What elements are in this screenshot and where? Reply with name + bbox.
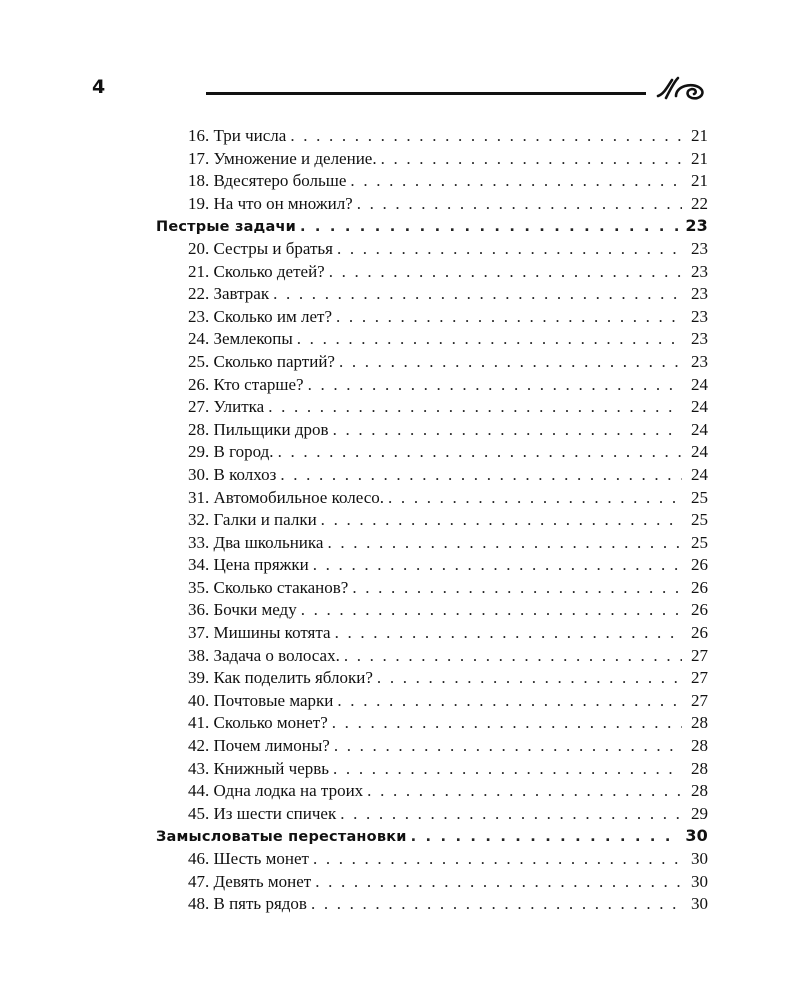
toc-entry xyxy=(156,487,708,510)
toc-entry xyxy=(156,328,708,351)
dot-leader xyxy=(333,419,682,442)
toc-entry-title: 41. Сколько монет? xyxy=(188,713,328,733)
toc-entry-page: 30 xyxy=(691,871,708,891)
toc-entry-page: 24 xyxy=(691,442,708,462)
toc-entry-page: 23 xyxy=(691,284,708,304)
toc-entry xyxy=(156,599,708,622)
dot-leader xyxy=(311,893,682,916)
dot-leader xyxy=(339,351,682,374)
toc-entry-page: 25 xyxy=(691,532,708,552)
toc-entry xyxy=(156,758,708,781)
toc-entry-title: 43. Книжный червь xyxy=(188,758,330,778)
toc-entry-title: Пестрые задачи xyxy=(156,219,296,236)
dot-leader xyxy=(315,871,682,894)
toc-entry xyxy=(156,622,708,645)
dot-leader xyxy=(280,464,682,487)
toc-entry xyxy=(156,803,708,826)
toc-entry xyxy=(156,238,708,261)
toc-entry-page: 28 xyxy=(691,736,708,756)
toc-entry xyxy=(156,532,708,555)
toc-entry-title: 16. Три числа xyxy=(188,126,287,145)
toc-entry-page: 23 xyxy=(685,216,708,236)
toc-section xyxy=(156,825,708,848)
toc-entry xyxy=(156,667,708,690)
dot-leader xyxy=(337,690,682,713)
dot-leader xyxy=(377,667,682,690)
toc-entry-page: 21 xyxy=(691,126,708,145)
toc-entry-page: 25 xyxy=(691,487,708,507)
toc-entry-title: 44. Одна лодка на троих xyxy=(188,781,364,801)
dot-leader xyxy=(308,374,682,397)
toc-entry-title: 28. Пильщики дров xyxy=(188,419,329,439)
toc-entry-page: 27 xyxy=(691,690,708,710)
dot-leader xyxy=(411,826,682,849)
toc-entry-page: 24 xyxy=(691,374,708,394)
toc-entry-page: 23 xyxy=(691,351,708,371)
toc-entry-page: 23 xyxy=(691,329,708,349)
toc-entry-title: 27. Улитка xyxy=(188,397,265,417)
toc-entry-title: 38. Задача о волосах. xyxy=(188,645,340,665)
toc-entry xyxy=(156,374,708,397)
toc-entry-title: 32. Галки и палки xyxy=(188,510,317,530)
toc-entry-title: 33. Два школьника xyxy=(188,532,324,552)
toc-entry xyxy=(156,509,708,532)
toc-entry-title: 45. Из шести спичек xyxy=(188,803,337,823)
toc-entry-page: 23 xyxy=(691,306,708,326)
toc-entry-title: 31. Автомобильное колесо. xyxy=(188,487,385,507)
toc-entry-page: 24 xyxy=(691,397,708,417)
toc-entry-page: 21 xyxy=(691,148,708,168)
dot-leader xyxy=(278,441,682,464)
toc-entry-title: 21. Сколько детей? xyxy=(188,261,325,281)
dot-leader xyxy=(313,848,682,871)
toc-entry-title: 26. Кто старше? xyxy=(188,374,304,394)
dot-leader xyxy=(327,532,682,555)
toc-entry xyxy=(156,125,708,148)
dot-leader xyxy=(336,306,682,329)
dot-leader xyxy=(344,645,682,668)
toc-entry xyxy=(156,170,708,193)
toc-entry-title: 17. Умножение и деление. xyxy=(188,148,377,168)
toc-entry-page: 28 xyxy=(691,713,708,733)
toc-entry-title: 24. Землекопы xyxy=(188,329,293,349)
toc-entry-title: 47. Девять монет xyxy=(188,871,312,891)
toc-entry-title: 18. Вдесятеро больше xyxy=(188,171,347,191)
toc-entry xyxy=(156,871,708,894)
toc-entry-title: 36. Бочки меду xyxy=(188,600,297,620)
toc-entry-title: 46. Шесть монет xyxy=(188,849,309,868)
dot-leader xyxy=(297,328,682,351)
toc-entry-page: 24 xyxy=(691,464,708,484)
dot-leader xyxy=(268,396,682,419)
toc-entry-page: 23 xyxy=(691,238,708,258)
dot-leader xyxy=(350,170,682,193)
toc-entry-title: 42. Почем лимоны? xyxy=(188,736,330,756)
toc-entry-title: 22. Завтрак xyxy=(188,284,270,304)
toc-entry xyxy=(156,306,708,329)
toc-entry-title: 40. Почтовые марки xyxy=(188,690,334,710)
toc-entry-page: 29 xyxy=(691,803,708,823)
dot-leader xyxy=(357,193,682,216)
dot-leader xyxy=(352,577,682,600)
toc-entry-page: 28 xyxy=(691,781,708,801)
toc-entry-page: 25 xyxy=(691,510,708,530)
dot-leader xyxy=(300,216,681,239)
toc-entry xyxy=(156,780,708,803)
toc-entry-page: 27 xyxy=(691,668,708,688)
table-of-contents xyxy=(156,125,708,916)
dot-leader xyxy=(329,261,682,284)
toc-entry xyxy=(156,261,708,284)
toc-entry-title: 19. На что он множил? xyxy=(188,193,353,213)
toc-entry-page: 30 xyxy=(685,826,708,846)
dot-leader xyxy=(301,599,682,622)
toc-entry xyxy=(156,735,708,758)
dot-leader xyxy=(367,780,682,803)
toc-entry-page: 28 xyxy=(691,758,708,778)
snail-ornament-icon xyxy=(656,76,708,102)
toc-entry-title: 29. В город. xyxy=(188,442,274,462)
header-rule xyxy=(206,92,646,95)
dot-leader xyxy=(340,803,682,826)
page-number: 4 xyxy=(92,76,106,98)
toc-entry-title: 39. Как поделить яблоки? xyxy=(188,668,373,688)
toc-entry xyxy=(156,690,708,713)
toc-section xyxy=(156,215,708,238)
toc-entry xyxy=(156,464,708,487)
toc-entry xyxy=(156,645,708,668)
toc-entry xyxy=(156,419,708,442)
toc-entry-page: 22 xyxy=(691,193,708,213)
toc-entry xyxy=(156,193,708,216)
toc-entry-title: 23. Сколько им лет? xyxy=(188,306,333,326)
dot-leader xyxy=(273,283,682,306)
toc-entry-page: 27 xyxy=(691,645,708,665)
toc-entry-title: 34. Цена пряжки xyxy=(188,555,309,575)
toc-entry-page: 24 xyxy=(691,419,708,439)
toc-entry-page: 26 xyxy=(691,577,708,597)
toc-entry-title: 37. Мишины котята xyxy=(188,623,331,643)
toc-entry-title: Замысловатые перестановки xyxy=(156,829,407,846)
toc-entry xyxy=(156,577,708,600)
toc-entry-page: 30 xyxy=(691,849,708,868)
toc-entry-page: 21 xyxy=(691,171,708,191)
toc-entry xyxy=(156,893,708,916)
toc-entry xyxy=(156,396,708,419)
toc-entry-title: 20. Сестры и братья xyxy=(188,238,333,258)
toc-entry-page: 23 xyxy=(691,261,708,281)
dot-leader xyxy=(381,148,682,171)
dot-leader xyxy=(335,622,682,645)
toc-entry-page: 26 xyxy=(691,623,708,643)
toc-entry-title: 30. В колхоз xyxy=(188,464,277,484)
dot-leader xyxy=(321,509,682,532)
toc-entry xyxy=(156,351,708,374)
toc-entry-page: 26 xyxy=(691,600,708,620)
toc-entry-title: 25. Сколько партий? xyxy=(188,351,335,371)
toc-entry-page: 26 xyxy=(691,555,708,575)
dot-leader xyxy=(290,125,682,148)
toc-entry xyxy=(156,712,708,735)
toc-entry xyxy=(156,283,708,306)
toc-entry xyxy=(156,554,708,577)
toc-entry-title: 48. В пять рядов xyxy=(188,894,307,914)
dot-leader xyxy=(332,712,682,735)
toc-entry xyxy=(156,848,708,871)
dot-leader xyxy=(337,238,682,261)
toc-entry-title: 35. Сколько стаканов? xyxy=(188,577,349,597)
toc-entry xyxy=(156,441,708,464)
dot-leader xyxy=(334,735,682,758)
dot-leader xyxy=(333,758,682,781)
dot-leader xyxy=(313,554,682,577)
toc-entry-page: 30 xyxy=(691,894,708,914)
dot-leader xyxy=(388,487,682,510)
toc-entry xyxy=(156,148,708,171)
